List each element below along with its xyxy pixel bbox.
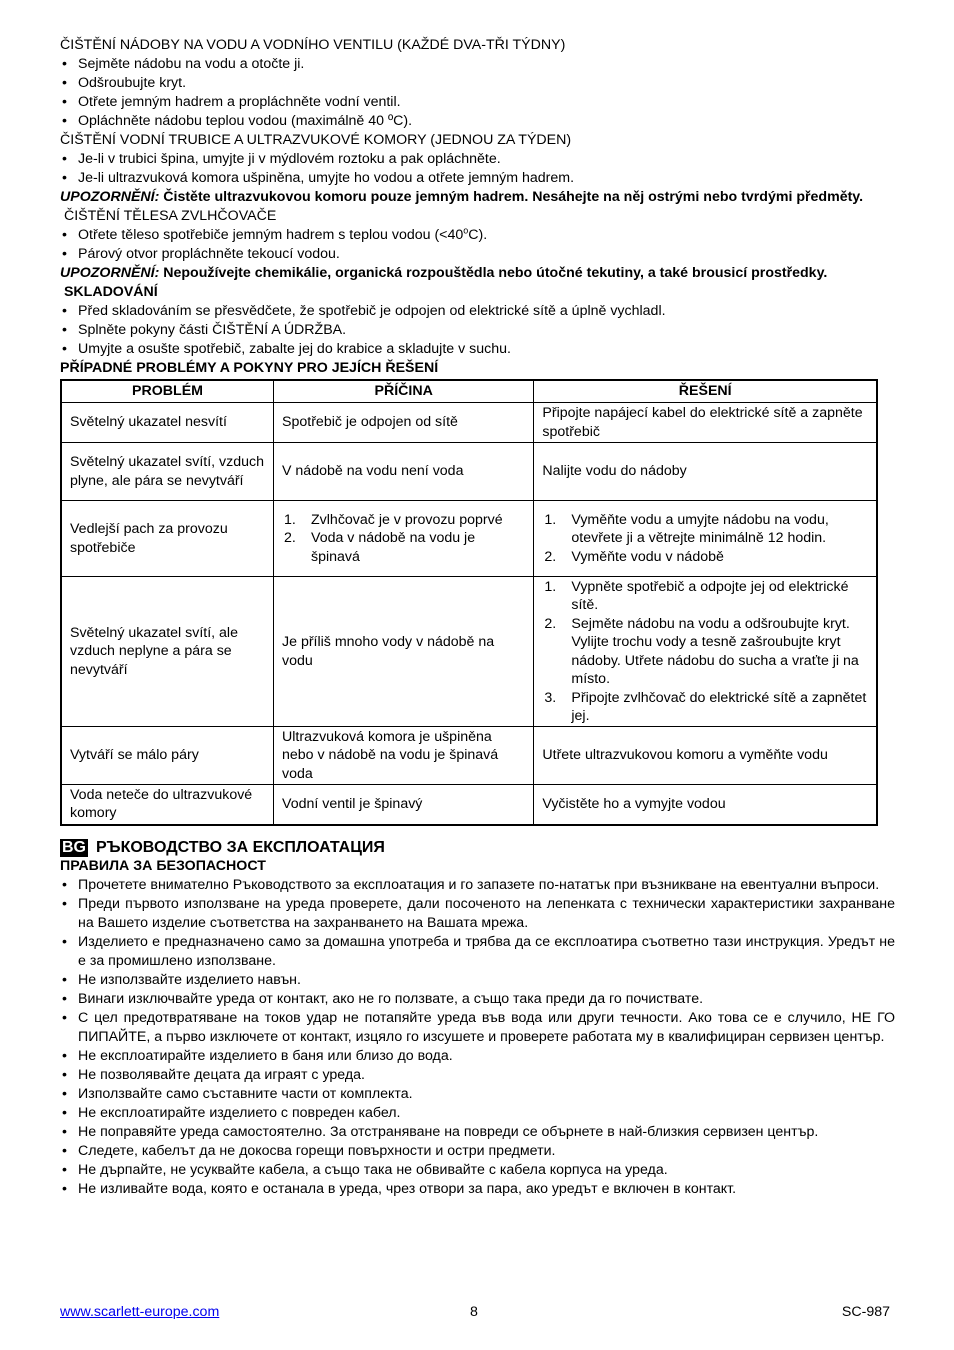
page-content — [60, 36, 895, 1199]
section-title-troubleshooting: PŘÍPADNÉ PROBLÉMY A POKYNY PRO JEJÍCH ŘEŠENÍ — [60, 360, 439, 376]
table-cell: Světelný ukazatel nesvítí — [61, 403, 274, 443]
table-cell: Nalijte vodu do nádoby — [534, 443, 877, 501]
warning-label: UPOZORNĚNÍ: — [60, 189, 160, 205]
bg-title-text: РЪКОВОДСТВО ЗА ЕКСПЛОАТАЦИЯ — [96, 838, 385, 856]
list-item-text: Vyměňte vodu a umyjte nádobu na vodu, otevřete ji a větrejte minimálně 12 hodin. — [571, 511, 829, 547]
table-header-row — [61, 380, 877, 403]
table-cell: Vytváří se málo páry — [61, 727, 274, 785]
list-item-text: Otřete těleso spotřebiče jemným hadrem s teplou vodou (<40 — [78, 227, 464, 243]
list-item: • Je-li v trubici špina, umyjte ji v mýdlovém roztoku a pak opláchněte. — [60, 150, 895, 169]
list-item: • Следете, кабелът да не докосва горещи повърхности и остри предмети. — [60, 1142, 895, 1161]
list-item: 1. Zvlhčovač je v provozu poprvé — [284, 511, 503, 528]
list-item: • Před skladováním se přesvědčete, že spotřebič je odpojen od elektrické sítě a úplně vychladl. — [60, 302, 895, 321]
table-cell: Vodní ventil je špinavý — [274, 785, 534, 825]
list-item: • Не позволявайте децата да играят с уреда. — [60, 1066, 895, 1085]
list-item: • Umyjte a osušte spotřebič, zabalte jej do krabice a skladujte v suchu. — [60, 340, 895, 359]
table-header: PŘÍČINA — [274, 380, 534, 403]
table-row — [61, 785, 877, 825]
list-item-text: C). — [468, 227, 488, 243]
table-row — [61, 577, 877, 727]
bg-section-title — [60, 838, 895, 857]
bg-safety-subtitle: ПРАВИЛА ЗА БЕЗОПАСНОСТ — [60, 857, 266, 874]
list-item: • Прочетете внимателно Ръководството за експлоатация и го запазете по-нататък при възникване на евентуални въпроси. — [60, 876, 895, 895]
list-item — [60, 226, 895, 245]
list-item: • Не експлоатирайте изделието с повреден кабел. — [60, 1104, 895, 1123]
table-cell: Připojte napájecí kabel do elektrické sítě a zapněte spotřebič — [534, 403, 877, 443]
list-item: • Не използвайте изделието навън. — [60, 971, 895, 990]
page-footer — [60, 1303, 890, 1323]
section-title-body: ČIŠTĚNÍ TĚLESA ZVLHČOVAČE — [60, 208, 277, 224]
page-number: 8 — [470, 1304, 478, 1320]
list-item: • Odšroubujte kryt. — [60, 74, 895, 93]
list-item: • С цел предотвратяване на токов удар не потапяйте уреда във вода или други течности. Ако това се е случило, НЕ ГО ПИПАЙТЕ, а първо изключете от контакт, изцяло го изсушете и проверете работата му в квалифициран сервизен център. — [60, 1009, 895, 1047]
table-header: PROBLÉM — [61, 380, 274, 403]
table-cell: Spotřebič je odpojen od sítě — [274, 403, 534, 443]
list-item: • Не дърпайте, не усуквайте кабела, а също така не обвивайте с кабела корпуса на уреда. — [60, 1161, 895, 1180]
list-item-text: Připojte zvlhčovač do elektrické sítě a zapnětet jej. — [571, 689, 867, 724]
list-item-text: Vypněte spotřebič a odpojte jej od elektrické sítě. — [571, 578, 849, 613]
table-header: ŘEŠENÍ — [534, 380, 877, 403]
list-item: • Sejměte nádobu na vodu a otočte ji. — [60, 55, 895, 74]
list-item: • Otřete jemným hadrem a propláchněte vodní ventil. — [60, 93, 895, 112]
numbered-list — [542, 578, 868, 726]
bg-safety-list — [60, 876, 895, 1199]
list-item: • Je-li ultrazvuková komora ušpiněna, umyjte ho vodou a otřete jemným hadrem. — [60, 169, 895, 188]
table-cell — [274, 501, 534, 577]
table-cell: Voda neteče do ultrazvukové komory — [61, 785, 274, 825]
table-cell: Světelný ukazatel svítí, vzduch plyne, ale pára se nevytváří — [61, 443, 274, 501]
section-title-water-tank: ČIŠTĚNÍ NÁDOBY NA VODU A VODNÍHO VENTILU (KAŽDÉ DVA-TŘI TÝDNY) — [60, 37, 566, 53]
numbered-list — [282, 511, 525, 567]
table-cell: Utřete ultrazvukovou komoru a vyměňte vodu — [534, 727, 877, 785]
warning-text: Čistěte ultrazvukovou komoru pouze jemným hadrem. Nesáhejte na něj ostrými nebo tvrdými předměty. — [159, 189, 864, 205]
list-item: • Párový otvor propláchněte tekoucí vodou. — [60, 245, 895, 264]
degree-sup: o — [463, 225, 469, 236]
list-item: • Не поправяйте уреда самостоятелно. За отстраняване на повреди се обърнете в най-близкия сервизен център. — [60, 1123, 895, 1142]
list-item: 2. Sejměte nádobu na vodu a odšroubujte kryt. Vylijte trochu vody a tesně zašroubujte kryt nádoby. Utřete nádobu do sucha a vraťte ji na místo. — [544, 615, 859, 687]
model-number: SC-987 — [841, 1304, 890, 1320]
list-item: • Opláchněte nádobu teplou vodou (maximálně 40 ºC). — [60, 112, 895, 131]
list-item: • Използвайте само съставните части от комплекта. — [60, 1085, 895, 1104]
list-item: • Винаги изключвайте уреда от контакт, ако не го ползвате, а също така преди да го почиствате. — [60, 990, 895, 1009]
list-storage — [60, 302, 895, 359]
section-title-storage: SKLADOVÁNÍ — [60, 284, 158, 300]
list-item: • Splněte pokyny části ČIŠTĚNÍ A ÚDRŽBA. — [60, 321, 895, 340]
list-item: • Не експлоатирайте изделието в баня или близо до вода. — [60, 1047, 895, 1066]
list-item: • Преди първото използване на уреда проверете, дали посоченото на лепенката с технически характеристики захранване на Вашето изделие съответства на захранването на Вашата мрежа. — [60, 895, 895, 933]
list-item: 1. Vypněte spotřebič a odpojte jej od elektrické sítě. — [544, 578, 849, 613]
list-item: 2. Vyměňte vodu v nádobě — [544, 548, 724, 565]
table-row — [61, 443, 877, 501]
table-cell: Je příliš mnoho vody v nádobě na vodu — [274, 577, 534, 727]
list-item-text: Zvlhčovač je v provozu poprvé — [311, 511, 503, 528]
table-cell — [534, 501, 877, 577]
warning-ultrasonic — [60, 188, 895, 207]
list-water-tank — [60, 55, 895, 131]
numbered-list — [542, 511, 868, 567]
list-body — [60, 226, 895, 264]
list-item: 1. Vyměňte vodu a umyjte nádobu na vodu, otevřete ji a větrejte minimálně 12 hodin. — [544, 511, 829, 547]
language-badge: BG — [62, 838, 86, 856]
list-item: 2. Voda v nádobě na vodu je špinavá — [284, 530, 476, 565]
table-row — [61, 727, 877, 785]
list-water-tube — [60, 150, 895, 188]
table-row — [61, 501, 877, 577]
table-cell: V nádobě na vodu není voda — [274, 443, 534, 501]
table-cell: Ultrazvuková komora je ušpiněna nebo v nádobě na vodu je špinavá voda — [274, 727, 534, 785]
list-item: • Изделието е предназначено само за домашна употреба и трябва да се експлоатира съответно тази инструкция. Уредът не е за промишлено използване. — [60, 933, 895, 971]
table-cell — [534, 577, 877, 727]
list-item: 3. Připojte zvlhčovač do elektrické sítě a zapnětet jej. — [544, 689, 867, 724]
list-item-text: Voda v nádobě na vodu je špinavá — [311, 530, 476, 565]
section-title-water-tube: ČIŠTĚNÍ VODNÍ TRUBICE A ULTRAZVUKOVÉ KOMORY (JEDNOU ZA TÝDEN) — [60, 132, 572, 148]
troubleshooting-table — [60, 379, 878, 826]
table-cell: Světelný ukazatel svítí, ale vzduch neplyne a pára se nevytváří — [61, 577, 274, 727]
warning-text: Nepoužívejte chemikálie, organická rozpouštědla nebo útočné tekutiny, a také brousicí prostředky. — [159, 265, 828, 281]
table-row — [61, 403, 877, 443]
table-cell: Vedlejší pach za provozu spotřebiče — [61, 501, 274, 577]
list-item: • Не изливайте вода, която е останала в уреда, чрез отвори за пара, ако уредът е включен в контакт. — [60, 1180, 895, 1199]
list-item-text: Sejměte nádobu na vodu a odšroubujte kryt. Vylijte trochu vody a tesně zašroubujte kryt nádoby. Utřete nádobu do sucha a vraťte ji na místo. — [571, 615, 859, 687]
warning-chemicals — [60, 264, 895, 283]
warning-label: UPOZORNĚNÍ: — [60, 265, 160, 281]
website-link[interactable]: www.scarlett-europe.com — [60, 1304, 220, 1320]
list-item-text: Vyměňte vodu v nádobě — [571, 548, 724, 565]
table-cell: Vyčistěte ho a vymyjte vodou — [534, 785, 877, 825]
